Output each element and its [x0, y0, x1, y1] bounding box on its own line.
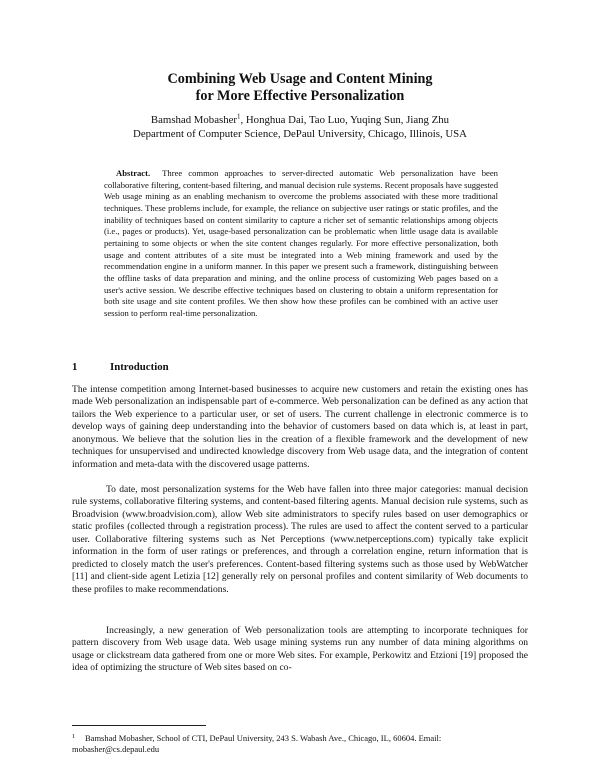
section-heading	[72, 361, 528, 374]
first-author: Bamshad Mobasher	[150, 114, 237, 126]
author-footnote-mark: 1	[236, 112, 241, 121]
intro-paragraph-1: The intense competition among Internet-based businesses to acquire new customers and retain the existing ones has made Web personalization an indispensable part of e-commerce. Web personalization can be defined as any action that tailors the Web experience to a particular user, or set of users. The current challenge in electronic commerce is to develop ways of gaining deep understanding into the behavior of customers based on data which is, at least in part, anonymous. We believe that the solution lies in the creation of a flexible framework and the development of new techniques for unsupervised and undirected knowledge discovery from Web usage data, and the integration of content information and meta-data with the discovered usage patterns.	[72, 384, 528, 470]
footnote-text: Bamshad Mobasher, School of CTI, DePaul University, 243 S. Wabash Ave., Chicago, IL, 60604. Email: mobasher@cs.depaul.edu	[72, 733, 442, 755]
other-authors: , Honghua Dai, Tao Luo, Yuqing Sun, Jiang Zhu	[240, 114, 450, 126]
paper-title-line-2: for More Effective Personalization	[195, 88, 405, 104]
footnote	[72, 733, 528, 756]
footnote-mark: 1	[72, 733, 76, 740]
author-list	[0, 113, 600, 128]
abstract	[104, 168, 498, 320]
abstract-text: Three common approaches to server-directed automatic Web personalization have been collaborative filtering, content-based filtering, and manual decision rule systems. Recent proposals have suggested Web usage mining as an enabling mechanism to overcome the problems associated with these more traditional techniques. These problems include, for example, the reliance on subjective user ratings or static profiles, and the inability of techniques based on content similarity to capture a richer set of semantic relationships among objects (i.e., pages or products). Yet, usage-based personalization can be problematic when little usage data is available pertaining to some objects or when the site content changes regularly. For more effective personalization, both usage and content attributes of a site must be integrated into a Web mining framework and used by the recommendation engine in a uniform manner. In this paper we present such a framework, distinguishing between the offline tasks of data preparation and mining, and the online process of customizing Web pages based on a user's active session. We describe effective techniques based on clustering to obtain a uniform representation for both site usage and site content profiles. We then show how these profiles can be combined with an active user session to perform real-time personalization.	[104, 168, 499, 318]
section-title: Introduction	[110, 361, 169, 373]
abstract-label: Abstract.	[116, 168, 151, 178]
section-number: 1	[72, 361, 78, 373]
intro-paragraph-3: Increasingly, a new generation of Web personalization tools are attempting to incorporate techniques for pattern discovery from Web usage data. Web usage mining systems run any number of data mining algorithms on usage or clickstream data gathered from one or more Web sites. For example, Perkowitz and Etzioni [19] proposed the idea of optimizing the structure of Web sites based on co-	[72, 625, 528, 674]
footnote-divider	[72, 725, 206, 726]
paper-title-line-1: Combining Web Usage and Content Mining	[167, 71, 433, 87]
author-affiliation: Department of Computer Science, DePaul University, Chicago, Illinois, USA	[133, 128, 467, 140]
intro-paragraph-2: To date, most personalization systems for the Web have fallen into three major categories: manual decision rule systems, collaborative filtering systems, and content-based filtering agents. Manual decision rule systems, such as Broadvision (www.broadvision.com), allow Web site administrators to specify rules based on user demographics or static profiles (collected through a registration process). The rules are used to affect the content served to a particular user. Collaborative filtering systems such as Net Perceptions (www.netperceptions.com) typically take explicit information in the form of user ratings or preferences, and through a correlation engine, return information that is predicted to closely match the user's preferences. Content-based filtering systems such as those used by WebWatcher [11] and client-side agent Letizia [12] generally rely on personal profiles and content similarity of Web documents to these profiles to make recommendations.	[72, 484, 528, 595]
